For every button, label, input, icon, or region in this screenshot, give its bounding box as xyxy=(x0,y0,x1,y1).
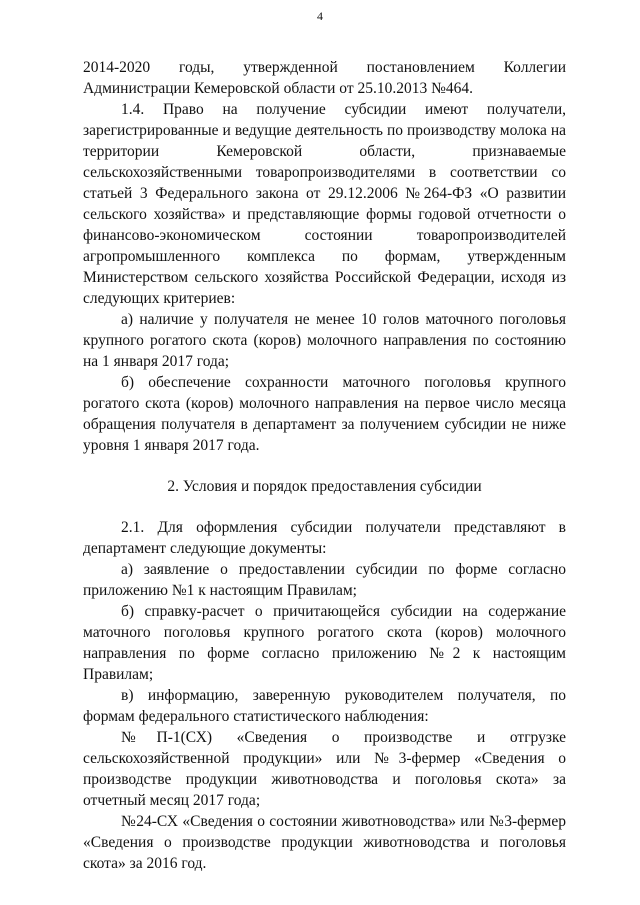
form-p1-sh: №П-1(СХ) «Сведения о производстве и отгрузке сельскохозяйственной продукции» или №3-фермер «Сведения о производстве продукции животноводства и поголовья скота» за отчетный месяц 2017 года; xyxy=(83,729,566,809)
spacer xyxy=(83,456,566,476)
section-heading: 2. Условия и порядок предоставления субсидии xyxy=(167,478,482,495)
document-item-a: а) заявление о предоставлении субсидии по форме согласно приложению №1 к настоящим Правилам; xyxy=(83,561,566,599)
form-24-sh: №24-СХ «Сведения о состоянии животноводства» или №3-фермер «Сведения о производстве продукции животноводства и поголовья скота» за 2016 год. xyxy=(83,813,566,872)
document-body xyxy=(83,57,566,874)
page-number: 4 xyxy=(317,9,323,23)
paragraph-continuation: 2014-2020 годы, утвержденной постановлением Коллегии Администрации Кемеровской области от 25.10.2013 №464. xyxy=(83,59,566,97)
criterion-a: а) наличие у получателя не менее 10 голов маточного поголовья крупного рогатого скота (коров) молочного направления по состоянию на 1 января 2017 года; xyxy=(83,311,566,370)
document-item-b: б) справку-расчет о причитающейся субсидии на содержание маточного поголовья крупного рогатого скота (коров) молочного направления по форме согласно приложению №2 к настоящим Правилам; xyxy=(83,603,566,683)
document-item-c: в) информацию, заверенную руководителем получателя, по формам федерального статистического наблюдения: xyxy=(83,687,566,725)
paragraph-1-4: 1.4. Право на получение субсидии имеют получатели, зарегистрированные и ведущие деятельность по производству молока на территории Кемеровской области, признаваемые сельскохозяйственными товаропроизводителями в соответствии со статьей 3 Федерального закона от 29.12.2006 №264-ФЗ «О развитии сельского хозяйства» и представляющие формы годовой отчетности о финансово-экономическом состоянии товаропроизводителей агропромышленного комплекса по формам, утвержденным Министерством сельского хозяйства Российской Федерации, исходя из следующих критериев: xyxy=(83,101,566,307)
paragraph-2-1: 2.1. Для оформления субсидии получатели представляют в департамент следующие документы: xyxy=(83,519,566,557)
criterion-b: б) обеспечение сохранности маточного поголовья крупного рогатого скота (коров) молочного направления на первое число месяца обращения получателя в департамент за получением субсидии не ниже уровня 1 января 2017 года. xyxy=(83,374,566,454)
spacer xyxy=(83,497,566,517)
